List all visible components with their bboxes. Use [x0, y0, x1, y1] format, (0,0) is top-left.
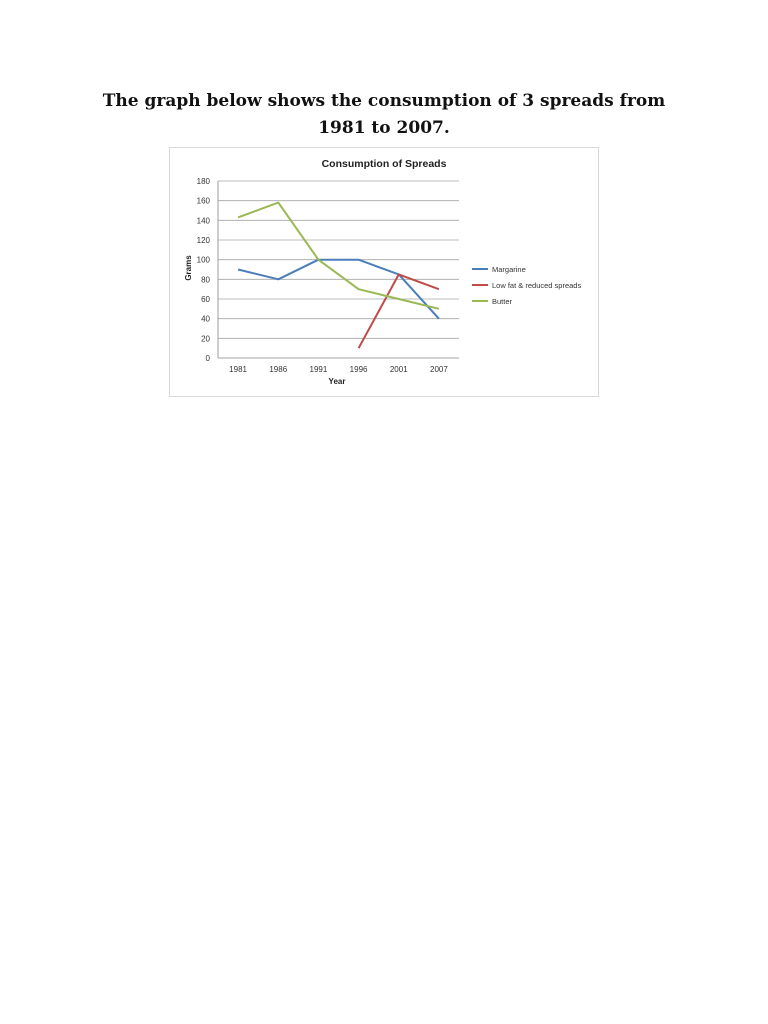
y-tick-label: 140	[196, 216, 210, 226]
x-tick-label: 2007	[430, 365, 448, 374]
legend-label: Margarine	[492, 265, 526, 274]
chart-svg	[170, 148, 600, 398]
x-tick-label: 1981	[229, 365, 247, 374]
x-axis-label: Year	[328, 377, 346, 386]
x-tick-label: 1991	[309, 365, 328, 374]
series-line-2	[238, 203, 439, 309]
series-lines	[238, 203, 439, 349]
x-tick-label: 1986	[269, 365, 288, 374]
chart-title: Consumption of Spreads	[321, 158, 447, 170]
x-tick-label: 2001	[389, 365, 408, 374]
series-line-1	[359, 274, 439, 348]
legend-label: Butter	[492, 297, 513, 306]
page-heading: The graph below shows the consumption of 3 spreads from 1981 to 2007.	[102, 91, 666, 138]
x-axis-ticks	[229, 365, 448, 374]
legend-label: Low fat & reduced spreads	[492, 281, 582, 290]
y-tick-label: 0	[205, 354, 210, 363]
y-tick-label: 40	[201, 314, 210, 324]
line-chart	[169, 147, 599, 397]
y-tick-label: 80	[201, 275, 210, 285]
series-line-0	[238, 260, 439, 319]
y-axis-label: Grams	[184, 255, 193, 281]
y-tick-label: 20	[201, 334, 210, 344]
y-axis-ticks	[197, 177, 211, 363]
y-tick-label: 160	[196, 196, 210, 206]
gridlines	[218, 181, 459, 358]
y-tick-label: 60	[201, 295, 210, 304]
legend	[472, 265, 581, 306]
y-tick-label: 120	[196, 236, 210, 245]
y-tick-label: 180	[196, 177, 210, 186]
x-tick-label: 1996	[349, 365, 368, 374]
y-tick-label: 100	[196, 255, 210, 265]
